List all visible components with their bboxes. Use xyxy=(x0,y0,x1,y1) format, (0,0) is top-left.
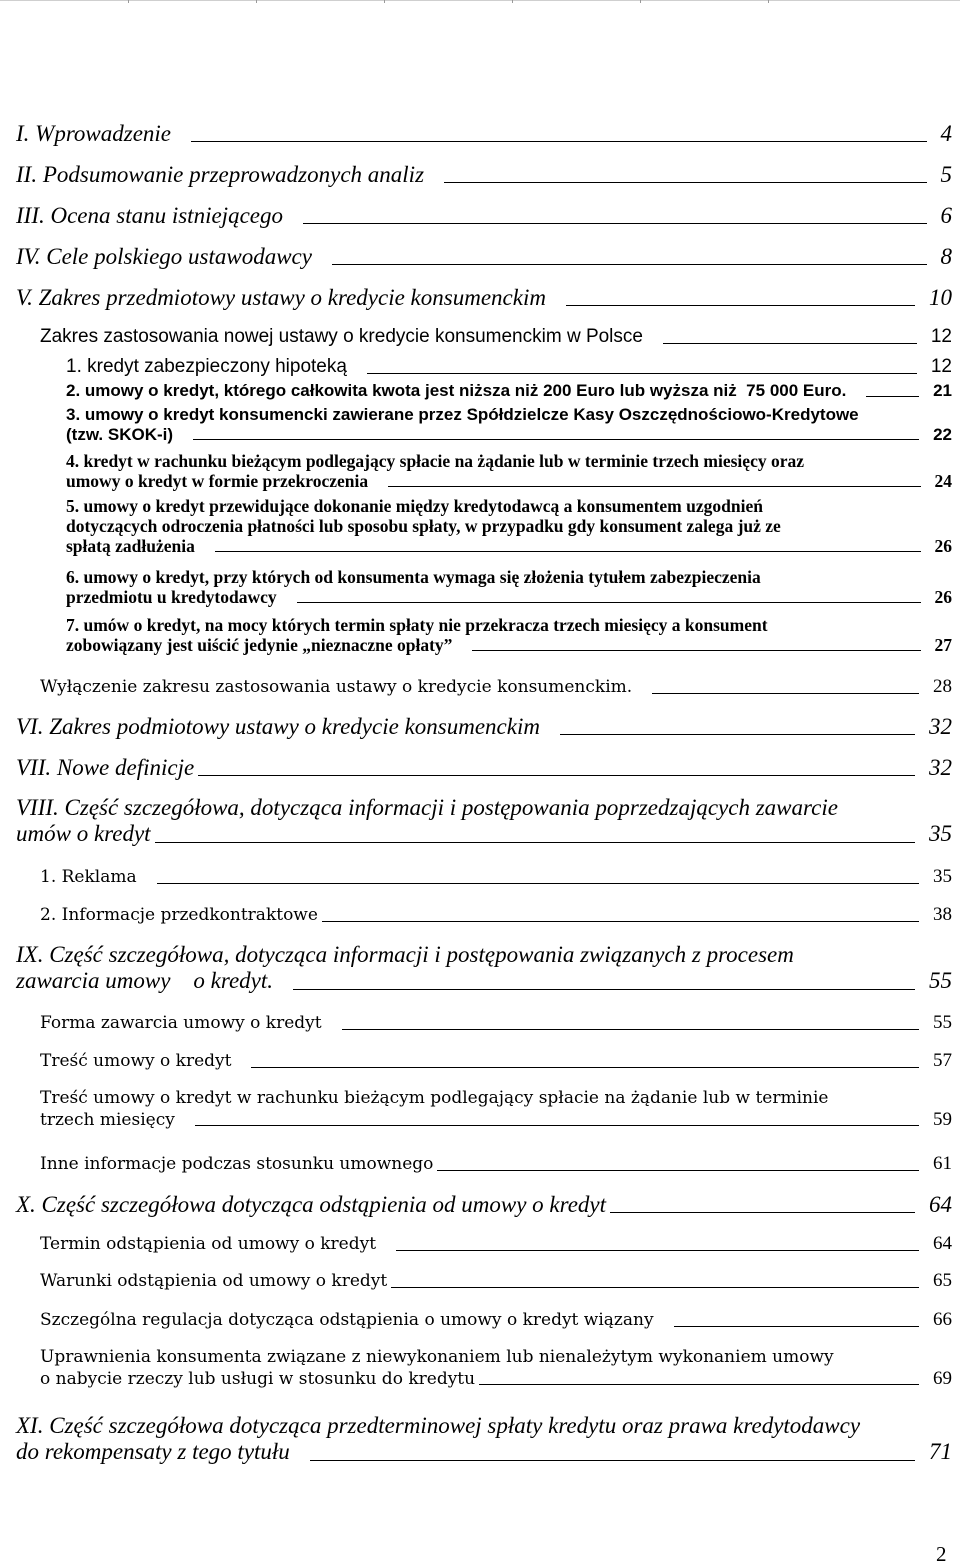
toc-entry-czesc-informacji[interactable] xyxy=(16,795,952,848)
toc-page-number: 35 xyxy=(929,821,952,847)
toc-entry-text: V. Zakres przedmiotowy ustawy o kredycie konsumenckim xyxy=(16,285,546,310)
leader-line xyxy=(157,883,919,884)
toc-entry-text: zawarcia umowy o kredyt. xyxy=(16,968,274,994)
leader-line xyxy=(472,650,920,651)
toc-entry-tresc-rachunek[interactable] xyxy=(40,1089,952,1130)
leader-line xyxy=(566,305,915,306)
toc-entry-tresc-umowy[interactable] xyxy=(40,1050,952,1072)
toc-entry-text: Termin odstąpienia od umowy o kredyt xyxy=(40,1234,377,1255)
toc-page-number: 12 xyxy=(930,356,952,377)
leader-line xyxy=(444,182,926,183)
toc-page-number: 61 xyxy=(933,1153,952,1174)
toc-entry-text: Treść umowy o kredyt w rachunku bieżącym podlegający spłacie na żądanie lub w terminie xyxy=(40,1088,829,1108)
leader-line xyxy=(322,921,919,922)
toc-page-number: 24 xyxy=(934,471,952,492)
toc-page-number: 5 xyxy=(940,162,952,187)
toc-entry-text: XI. Część szczegółowa dotycząca przedterminowej spłaty kredytu oraz prawa kredytodawcy xyxy=(16,1413,861,1438)
toc-entry-text: 1. Reklama xyxy=(40,867,137,888)
toc-entry-text: Forma zawarcia umowy o kredyt xyxy=(40,1013,322,1034)
toc-entry-text: spłatą zadłużenia xyxy=(66,536,195,557)
leader-line xyxy=(866,396,919,397)
leader-line xyxy=(310,1460,915,1461)
leader-line xyxy=(367,373,917,374)
toc-entry-text: umów o kredyt xyxy=(16,821,151,847)
leader-line xyxy=(303,223,927,224)
toc-entry-kredyt-rachunek[interactable] xyxy=(66,451,952,491)
toc-entry-text: VIII. Część szczegółowa, dotycząca informacji i postępowania poprzedzających zawarcie xyxy=(16,795,838,820)
toc-entry-forma-zawarcia[interactable] xyxy=(40,1012,952,1034)
toc-page-number: 35 xyxy=(933,866,952,887)
toc-page-number: 27 xyxy=(934,635,952,656)
toc-entry-text: 1. kredyt zabezpieczony hipoteką xyxy=(66,356,347,377)
toc-page-number: 8 xyxy=(940,244,952,269)
toc-entry-text: o nabycie rzeczy lub usługi w stosunku do kredytu xyxy=(40,1368,476,1389)
toc-page-number: 69 xyxy=(933,1367,952,1389)
toc-entry-reklama[interactable] xyxy=(40,866,952,888)
toc-page-number: 22 xyxy=(933,424,952,444)
toc-entry-text: Wyłączenie zakresu zastosowania ustawy o kredycie konsumenckim. xyxy=(40,677,633,698)
toc-entry-text: 5. umowy o kredyt przewidujące dokonanie między kredytodawcą a konsumentem uzgodnień xyxy=(66,496,763,516)
leader-line xyxy=(195,1125,919,1126)
toc-entry-text: VII. Nowe definicje xyxy=(16,755,195,780)
toc-entry-text: Warunki odstąpienia od umowy o kredyt xyxy=(40,1271,388,1292)
toc-entry-text: Inne informacje podczas stosunku umownego xyxy=(40,1154,434,1175)
leader-line xyxy=(193,439,919,440)
toc-entry-text: przedmiotu u kredytodawcy xyxy=(66,587,277,608)
toc-entry-umowy-kwota[interactable] xyxy=(66,381,952,401)
toc-entry-text: Zakres zastosowania nowej ustawy o kredycie konsumenckim w Polsce xyxy=(40,326,643,347)
toc-entry-zakres-podmiotowy[interactable] xyxy=(16,714,952,740)
toc-entry-text: Szczególna regulacja dotycząca odstąpienia o umowy o kredyt wiązany xyxy=(40,1310,654,1331)
toc-entry-nowe-definicje[interactable] xyxy=(16,755,952,781)
toc-page-number: 21 xyxy=(933,381,952,400)
toc-page-number: 59 xyxy=(933,1108,952,1130)
page-number: 2 xyxy=(936,1542,947,1566)
toc-entry-text: VI. Zakres podmiotowy ustawy o kredycie konsumenckim xyxy=(16,714,540,739)
toc-entry-szczegolna-regulacja[interactable] xyxy=(40,1309,952,1331)
toc-entry-text: 6. umowy o kredyt, przy których od konsumenta wymaga się złożenia tytułem zabezpieczenia xyxy=(66,567,761,587)
leader-line xyxy=(342,1029,919,1030)
toc-entry-text: 4. kredyt w rachunku bieżącym podlegający spłacie na żądanie lub w terminie trzech miesięcy oraz xyxy=(66,451,804,471)
toc-entry-text: II. Podsumowanie przeprowadzonych analiz xyxy=(16,162,425,187)
leader-line xyxy=(297,602,921,603)
toc-entry-ocena[interactable] xyxy=(16,203,952,229)
toc-page-number: 71 xyxy=(929,1439,952,1465)
toc-page-number: 26 xyxy=(934,536,952,557)
leader-line xyxy=(191,141,926,142)
toc-page-number: 64 xyxy=(933,1233,952,1254)
toc-entry-inne-informacje[interactable] xyxy=(40,1153,952,1175)
toc-page-number: 66 xyxy=(933,1309,952,1330)
toc-entry-cele[interactable] xyxy=(16,244,952,270)
leader-line xyxy=(251,1067,919,1068)
toc-page-number: 64 xyxy=(929,1192,952,1217)
toc-entry-umowy-odroczenie[interactable] xyxy=(66,496,952,556)
toc-entry-czesc-przedterminowej[interactable] xyxy=(16,1413,952,1466)
toc-entry-text: X. Część szczegółowa dotycząca odstąpienia od umowy o kredyt xyxy=(16,1192,607,1217)
toc-entry-kredyt-hipoteka[interactable] xyxy=(66,356,952,378)
toc-page-number: 32 xyxy=(929,755,952,780)
leader-line xyxy=(396,1250,919,1251)
toc-entry-umow-trzy-miesiace[interactable] xyxy=(66,615,952,655)
toc-entry-umowy-skok[interactable] xyxy=(66,405,952,444)
leader-line xyxy=(388,486,920,487)
leader-line xyxy=(479,1384,919,1385)
toc-entry-text: Treść umowy o kredyt xyxy=(40,1051,232,1072)
leader-line xyxy=(198,775,915,776)
toc-page-number: 12 xyxy=(930,326,952,347)
toc-entry-text: III. Ocena stanu istniejącego xyxy=(16,203,283,228)
toc-entry-text: umowy o kredyt w formie przekroczenia xyxy=(66,471,369,492)
toc-entry-podsumowanie[interactable] xyxy=(16,162,952,188)
toc-page-number: 32 xyxy=(929,714,952,739)
toc-entry-text: IX. Część szczegółowa, dotycząca informacji i postępowania związanych z procesem xyxy=(16,942,794,967)
leader-line xyxy=(663,343,917,344)
leader-line xyxy=(652,693,919,694)
toc-entry-zakres-przedmiotowy[interactable] xyxy=(16,285,952,311)
toc-page-number: 55 xyxy=(929,968,952,994)
toc-page-number: 10 xyxy=(929,285,952,310)
leader-line xyxy=(215,551,921,552)
toc-entry-text: 2. Informacje przedkontraktowe xyxy=(40,905,318,926)
toc-entry-text: dotyczących odroczenia płatności lub sposobu spłaty, w przypadku gdy konsument zalega już ze xyxy=(66,516,781,537)
leader-line xyxy=(610,1212,915,1213)
leader-line xyxy=(437,1170,919,1171)
toc-page-number: 4 xyxy=(940,121,952,146)
toc-page-number: 28 xyxy=(933,676,952,697)
leader-line xyxy=(674,1326,919,1327)
toc-page-number: 38 xyxy=(933,904,952,925)
toc-entry-text: IV. Cele polskiego ustawodawcy xyxy=(16,244,312,269)
toc-entry-umowy-zabezpieczenie[interactable] xyxy=(66,567,952,607)
toc-entry-text: zobowiązany jest uiścić jedynie „nieznaczne opłaty” xyxy=(66,635,453,656)
toc-entry-text: do rekompensaty z tego tytułu xyxy=(16,1439,290,1465)
toc-page-number: 26 xyxy=(934,587,952,608)
toc-entry-text: I. Wprowadzenie xyxy=(16,121,172,146)
toc-page-number: 6 xyxy=(940,203,952,228)
toc-entry-text: 7. umów o kredyt, na mocy których termin spłaty nie przekracza trzech miesięcy a konsument xyxy=(66,615,768,635)
leader-line xyxy=(332,264,927,265)
toc-entry-termin-odstapienia[interactable] xyxy=(40,1233,952,1255)
toc-entry-text: trzech miesięcy xyxy=(40,1109,175,1130)
toc-entry-warunki-odstapienia[interactable] xyxy=(40,1270,952,1292)
toc-entry-wprowadzenie[interactable] xyxy=(16,121,952,147)
leader-line xyxy=(560,734,915,735)
toc-entry-czesc-procesem[interactable] xyxy=(16,942,952,995)
leader-line xyxy=(391,1287,919,1288)
toc-entry-uprawnienia-konsumenta[interactable] xyxy=(40,1348,952,1389)
toc-page-number: 65 xyxy=(933,1270,952,1291)
leader-line xyxy=(155,842,915,843)
toc-entry-informacje-przedkontraktowe[interactable] xyxy=(40,904,952,926)
toc-page-number: 57 xyxy=(933,1050,952,1071)
leader-line xyxy=(293,989,915,990)
toc-page-number: 55 xyxy=(933,1012,952,1033)
toc-entry-wylaczenie[interactable] xyxy=(40,676,952,698)
toc-entry-text: 3. umowy o kredyt konsumencki zawierane przez Spółdzielcze Kasy Oszczędnościowo-Kredytowe xyxy=(66,405,859,424)
toc-entry-czesc-odstapienia[interactable] xyxy=(16,1192,952,1218)
toc-entry-text: 2. umowy o kredyt, którego całkowita kwota jest niższa niż 200 Euro lub wyższa niż 75 000 Euro. xyxy=(66,381,847,400)
toc-entry-text: Uprawnienia konsumenta związane z niewykonaniem lub nienależytym wykonaniem umowy xyxy=(40,1347,834,1367)
toc-entry-zakres-zastosowania[interactable] xyxy=(40,326,952,348)
toc-entry-text: (tzw. SKOK-i) xyxy=(66,424,174,444)
